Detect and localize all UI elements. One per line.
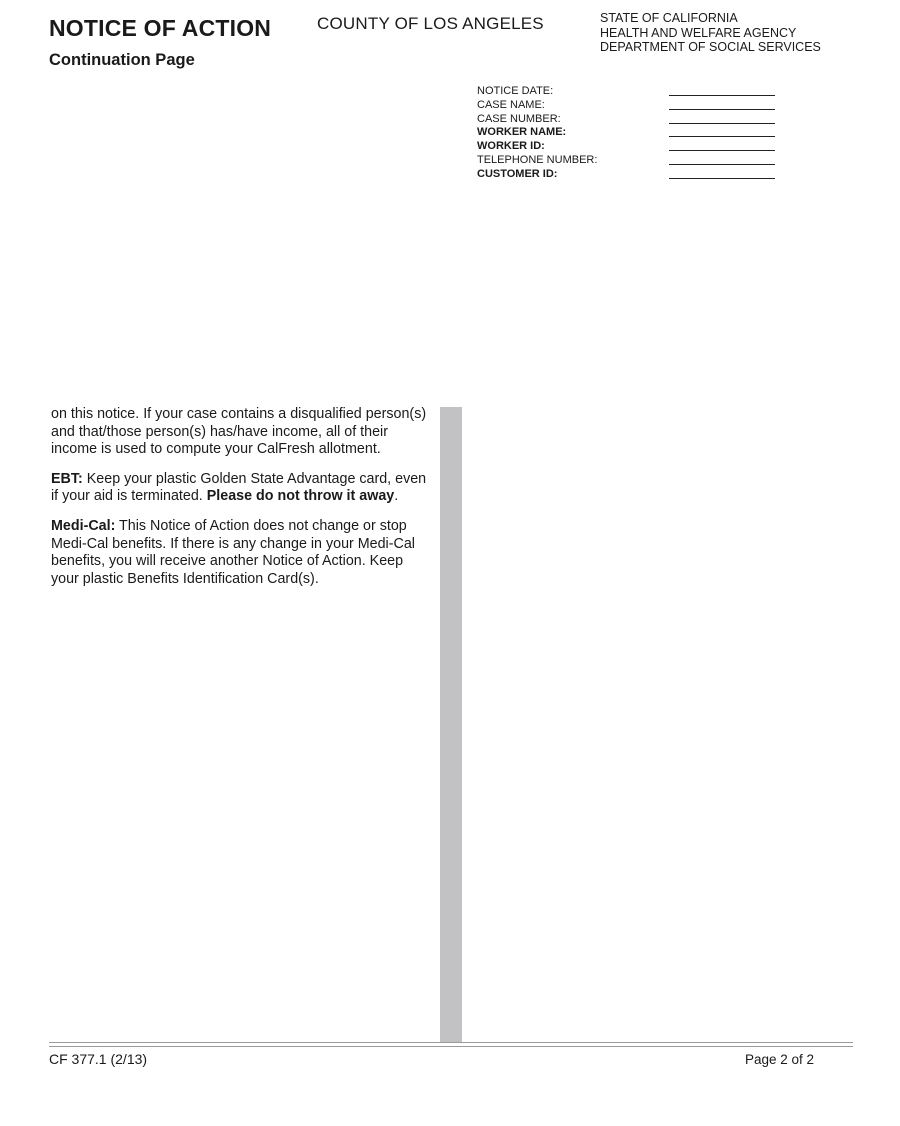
- field-worker-name: [477, 126, 777, 140]
- paragraph-medi-cal: [51, 518, 429, 588]
- notice-subtitle: Continuation Page: [49, 51, 195, 69]
- field-label: CUSTOMER ID:: [477, 167, 558, 180]
- paragraph-disqualified-income: on this notice. If your case contains a disqualified person(s) and that/those person(s) has/have income, all of their income is used to compute your CalFresh allotment.: [51, 406, 427, 458]
- field-label: CASE NAME:: [477, 98, 545, 111]
- field-case-name: [477, 99, 777, 113]
- notice-body: [51, 406, 429, 600]
- notice-title: NOTICE OF ACTION: [49, 15, 272, 41]
- field-blank-line: [669, 150, 775, 151]
- field-customer-id: [477, 168, 777, 182]
- agency-block: [600, 11, 821, 55]
- ebt-warning: Please do not throw it away: [206, 488, 395, 505]
- field-blank-line: [669, 178, 775, 179]
- field-worker-id: [477, 140, 777, 154]
- medi-cal-label: Medi-Cal:: [51, 517, 116, 534]
- field-telephone-number: [477, 154, 777, 168]
- field-label: WORKER ID:: [477, 140, 545, 153]
- field-label: WORKER NAME:: [477, 126, 567, 139]
- field-label: NOTICE DATE:: [477, 85, 554, 97]
- field-blank-line: [669, 123, 775, 124]
- field-blank-line: [669, 164, 775, 165]
- ebt-text: Keep your plastic Golden State Advantage card, even if your aid is terminated.: [51, 470, 427, 505]
- ebt-end: .: [394, 488, 399, 505]
- footer-rule: [49, 1042, 853, 1047]
- field-blank-line: [669, 95, 775, 96]
- column-divider-bar: [440, 407, 462, 1043]
- ebt-label: EBT:: [51, 470, 83, 487]
- medi-cal-text: This Notice of Action does not change or stop Medi-Cal benefits. If there is any change in your Medi-Cal benefits, you will receive another Notice of Action. Keep your plastic Benefits Identification Card(s).: [51, 517, 415, 587]
- case-info-block: [477, 85, 777, 182]
- county-name: COUNTY OF LOS ANGELES: [317, 14, 544, 33]
- paragraph-ebt: [51, 471, 429, 506]
- field-label: TELEPHONE NUMBER:: [477, 153, 598, 166]
- field-blank-line: [669, 136, 775, 137]
- agency-line-agency: HEALTH AND WELFARE AGENCY: [600, 25, 797, 40]
- form-number: CF 377.1 (2/13): [49, 1051, 148, 1067]
- field-notice-date: [477, 85, 777, 99]
- page-number: Page 2 of 2: [745, 1052, 815, 1067]
- field-case-number: [477, 113, 777, 127]
- agency-line-department: DEPARTMENT OF SOCIAL SERVICES: [600, 40, 821, 54]
- agency-line-state: STATE OF CALIFORNIA: [600, 11, 738, 25]
- field-label: CASE NUMBER:: [477, 112, 561, 125]
- field-blank-line: [669, 109, 775, 110]
